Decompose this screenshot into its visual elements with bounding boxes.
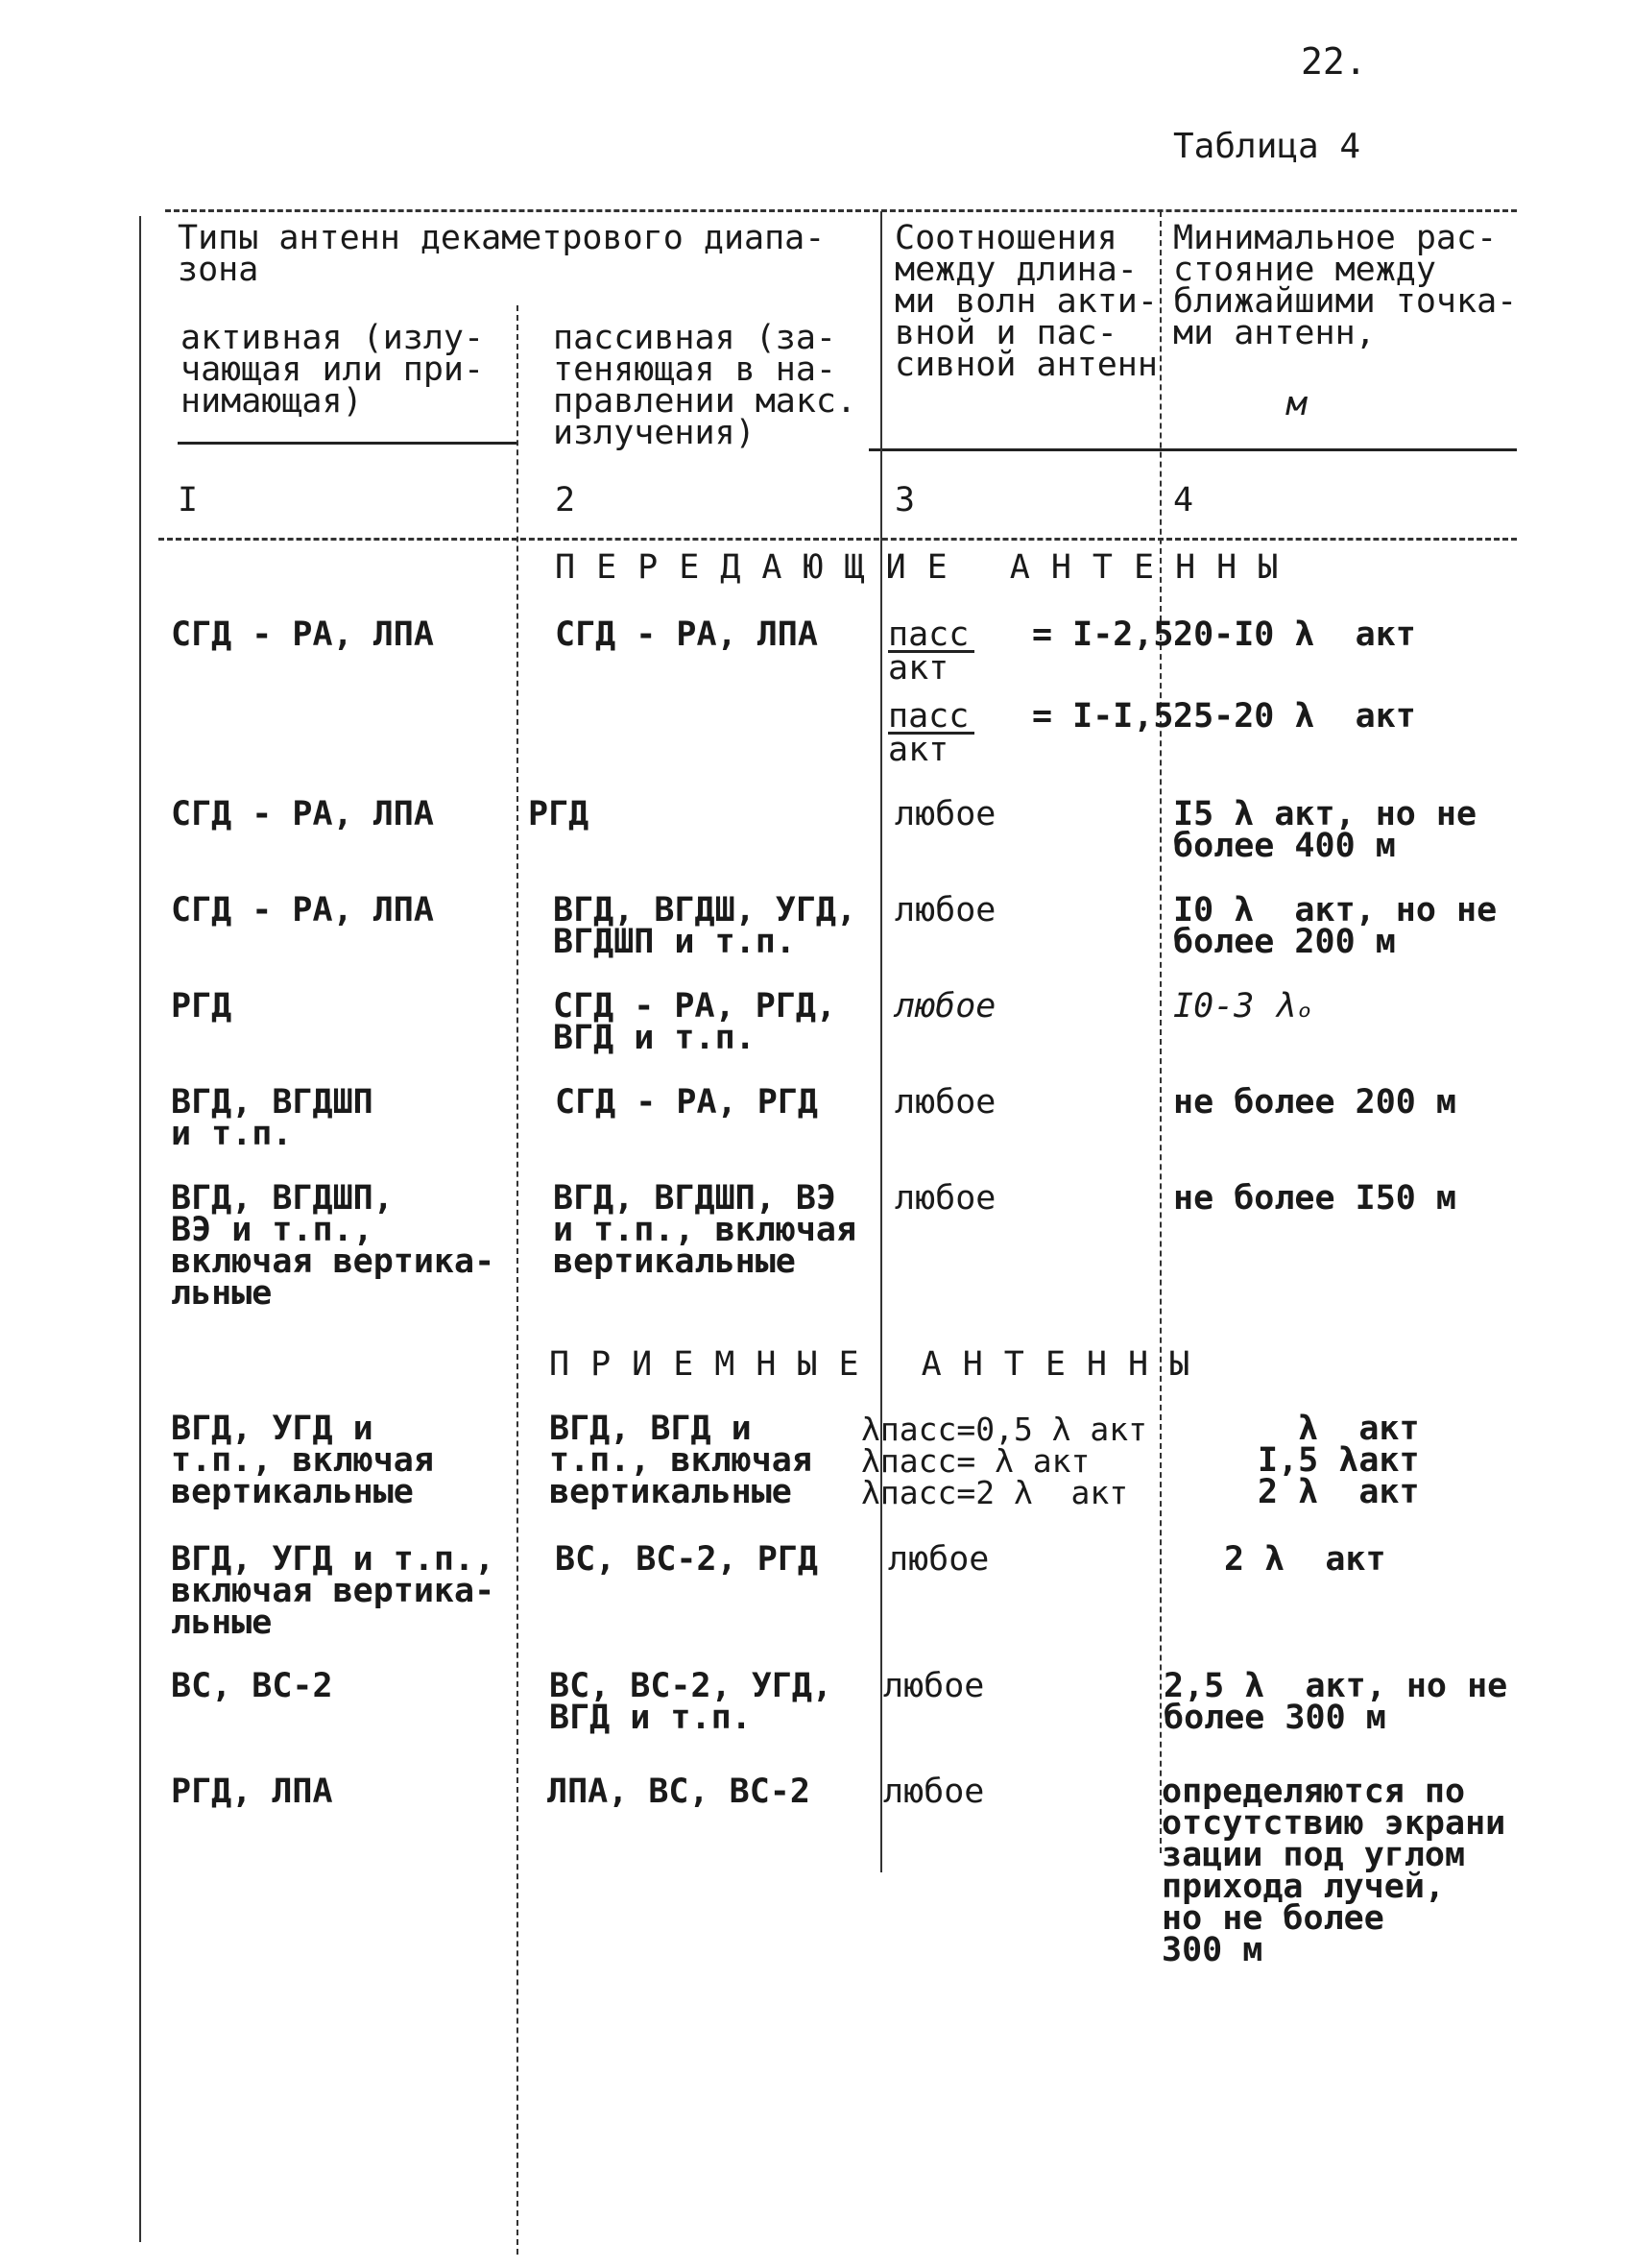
tx-row2-passive: РГД xyxy=(528,795,589,833)
section-transmit: ПЕРЕДАЮЩИЕ АНТЕННЫ xyxy=(555,548,1300,587)
tx-row4-ratio: любое xyxy=(895,987,997,1025)
tx-row5-ratio: любое xyxy=(895,1083,997,1122)
tx-row3-ratio: любое xyxy=(895,891,997,929)
tx-row4-passive: СГД - РА, РГД, ВГД и т.п. xyxy=(553,987,837,1057)
ratio-numerator: пасс xyxy=(888,619,974,653)
col1-divider xyxy=(516,305,518,2255)
rx-row3-distance: 2,5 λ акт, но не более 300 м xyxy=(1164,1667,1508,1737)
ratio-denominator: акт xyxy=(888,649,949,688)
ratio-value: = I-I,5 xyxy=(1032,697,1174,736)
rx-row1-ratio: λпасс=0,5 λ акт λпасс= λ акт λпасс=2 λ акт xyxy=(861,1411,1148,1511)
tx-row6-ratio: любое xyxy=(895,1179,997,1218)
col-number-2: 2 xyxy=(555,481,576,519)
rx-row2-active: ВГД, УГД и т.п., включая вертика- льные xyxy=(171,1540,495,1642)
rx-row4-passive: ЛПА, ВС, ВС-2 xyxy=(547,1773,810,1811)
left-border xyxy=(139,216,141,2242)
rx-row1-passive: ВГД, ВГД и т.п., включая вертикальные xyxy=(549,1410,812,1511)
tx-row1-distance-a: 20-I0 λ акт xyxy=(1173,615,1416,654)
rx-row2-passive: ВС, ВС-2, РГД xyxy=(555,1540,818,1579)
tx-row2-active: СГД - РА, ЛПА xyxy=(171,795,434,833)
tx-row1-passive: СГД - РА, ЛПА xyxy=(555,615,818,654)
col2-divider xyxy=(880,211,882,1872)
rx-row3-passive: ВС, ВС-2, УГД, ВГД и т.п. xyxy=(549,1667,833,1737)
ratio-numerator: пасс xyxy=(888,701,974,735)
col-number-4: 4 xyxy=(1173,481,1194,519)
tx-row3-active: СГД - РА, ЛПА xyxy=(171,891,434,929)
tx-row5-active: ВГД, ВГДШП и т.п. xyxy=(171,1083,373,1153)
tx-row1-active: СГД - РА, ЛПА xyxy=(171,615,434,654)
tx-row6-passive: ВГД, ВГДШП, ВЭ и т.п., включая вертикальные xyxy=(553,1179,857,1281)
col-number-3: 3 xyxy=(895,481,916,519)
page-number: 22. xyxy=(1301,40,1367,83)
ratio-value: = I-2,5 xyxy=(1032,615,1174,654)
rx-row1-distance: λ акт I,5 λакт 2 λ акт xyxy=(1258,1410,1420,1511)
tx-row3-passive: ВГД, ВГДШ, УГД, ВГДШП и т.п. xyxy=(553,891,857,961)
table-title: Таблица 4 xyxy=(1173,127,1361,166)
header-col4: Минимальное рас- стояние между ближайшими точка- ми антенн, xyxy=(1173,219,1518,352)
tx-row6-active: ВГД, ВГДШП, ВЭ и т.п., включая вертика- льные xyxy=(171,1179,495,1313)
tx-row4-distance: I0-3 λₒ xyxy=(1173,987,1315,1025)
rx-row1-active: ВГД, УГД и т.п., включая вертикальные xyxy=(171,1410,434,1511)
header-bottom-rule xyxy=(869,448,1517,451)
rx-row3-ratio: любое xyxy=(883,1667,985,1705)
group-header-rule xyxy=(178,442,518,445)
tx-row5-distance: не более 200 м xyxy=(1173,1083,1457,1122)
rx-row3-active: ВС, ВС-2 xyxy=(171,1667,333,1705)
tx-row4-active: РГД xyxy=(171,987,232,1025)
header-group: Типы антенн декаметрового диапа- зона xyxy=(178,219,826,289)
header-col2: пассивная (за- теняющая в на- правлении макс. излучения) xyxy=(553,319,857,452)
tx-row5-passive: СГД - РА, РГД xyxy=(555,1083,818,1122)
colnum-bottom-rule xyxy=(158,538,1517,541)
col-number-1: I xyxy=(178,481,199,519)
rx-row4-active: РГД, ЛПА xyxy=(171,1773,333,1811)
section-receive: ПРИЕМНЫЕ АНТЕННЫ xyxy=(549,1345,1212,1384)
tx-row2-ratio: любое xyxy=(895,795,997,833)
header-col4-unit: м xyxy=(1286,385,1308,423)
tx-row1-ratio-a xyxy=(888,615,1174,688)
rx-row4-ratio: любое xyxy=(883,1773,985,1811)
header-col3: Соотношения между длина- ми волн акти- вной и пас- сивной антенн xyxy=(895,219,1158,384)
tx-row1-ratio-b xyxy=(888,697,1174,769)
header-col1: активная (излу- чающая или при- нимающая) xyxy=(180,319,485,421)
tx-row3-distance: I0 λ акт, но не более 200 м xyxy=(1173,891,1498,961)
table-top-rule xyxy=(165,209,1517,212)
rx-row2-distance: 2 λ акт xyxy=(1224,1540,1386,1579)
col3-divider xyxy=(1160,211,1162,1853)
tx-row1-distance-b: 25-20 λ акт xyxy=(1173,697,1416,736)
tx-row2-distance: I5 λ акт, но не более 400 м xyxy=(1173,795,1477,865)
rx-row4-distance: определяются по отсутствию экрани зации под углом прихода лучей, но не более 300 м xyxy=(1162,1773,1506,1969)
ratio-denominator: акт xyxy=(888,731,949,769)
rx-row2-ratio: любое xyxy=(888,1540,990,1579)
tx-row6-distance: не более I50 м xyxy=(1173,1179,1457,1218)
